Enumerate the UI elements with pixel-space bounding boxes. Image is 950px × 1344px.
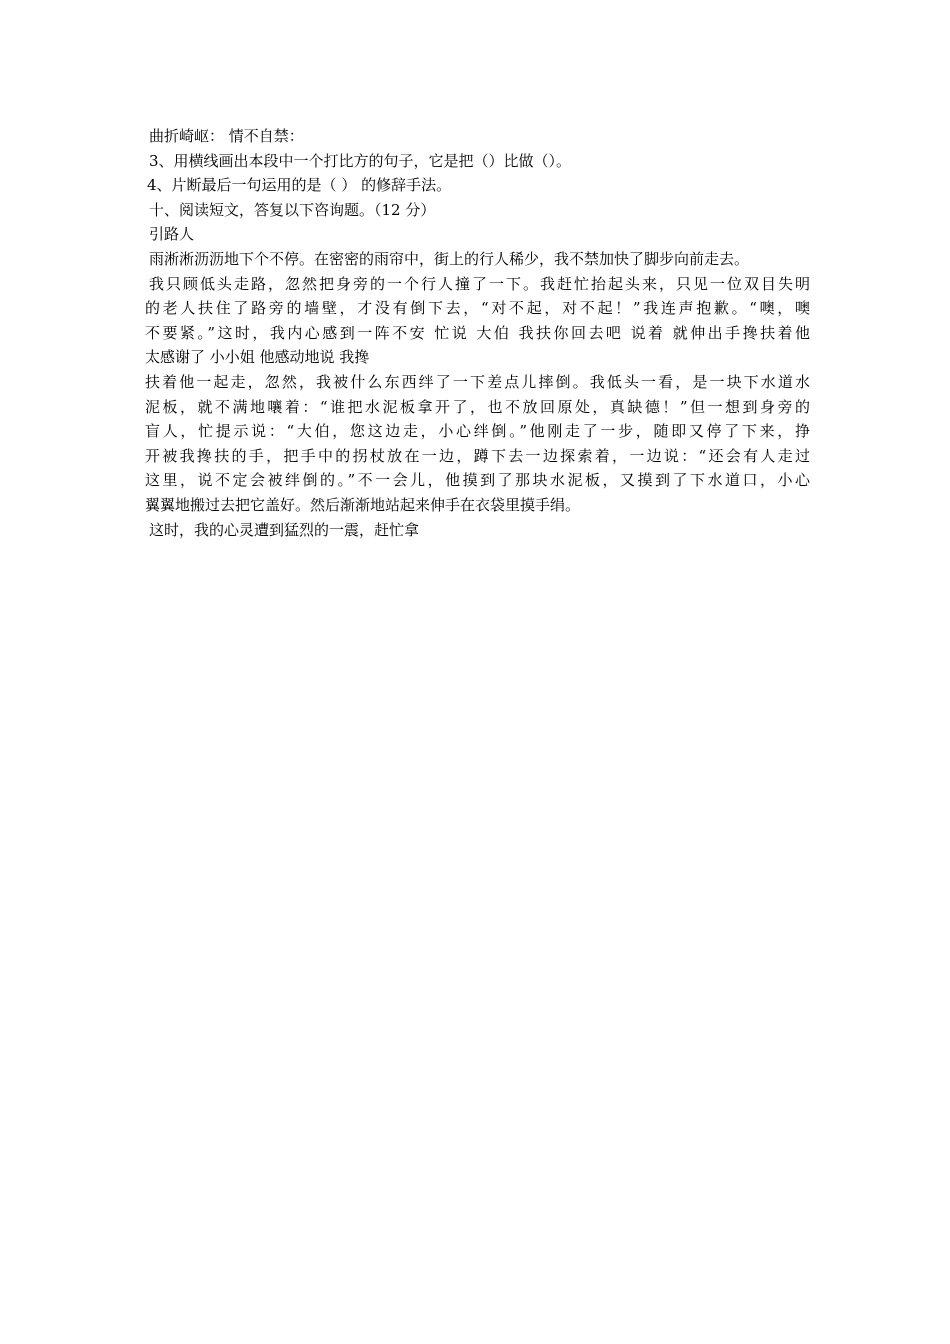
question-4-line: 4、片断最后一句运用的是（ ） 的修辞手法。	[147, 176, 452, 195]
passage-line: 翼翼地搬过去把它盖好。然后渐渐地站起来伸手在衣袋里摸手绢。	[145, 495, 581, 514]
question-3-line: 3、用横线画出本段中一个打比方的句子，它是把（）比做（）。	[149, 151, 572, 170]
passage-line: 开被我搀扶的手，把手中的拐杖放在一边，蹲下去一边探索着，一边说：“还会有人走过	[145, 446, 810, 465]
passage-title: 引路人	[149, 225, 195, 244]
passage-line: 我只顾低头走路，忽然把身旁的一个行人撞了一下。我赶忙抬起头来，只见一位双目失明	[149, 274, 810, 293]
passage-line: 这时，我的心灵遭到猛烈的一震，赶忙拿	[149, 520, 420, 539]
passage-line: 扶着他一起走，忽然，我被什么东西绊了一下差点儿摔倒。我低头一看，是一块下水道水	[145, 372, 810, 391]
passage-line: 这里，说不定会被绊倒的。”不一会儿，他摸到了那块水泥板，又摸到了下水道口，小心	[145, 471, 810, 490]
passage-line: 太感谢了 小小姐 他感动地说 我搀	[145, 348, 370, 367]
passage-line: 盲人，忙提示说：“大伯，您这边走，小心绊倒。”他刚走了一步，随即又停了下来，挣	[145, 422, 810, 441]
passage-line: 雨淅淅沥沥地下个不停。在密密的雨帘中，街上的行人稀少，我不禁加快了脚步向前走去。	[149, 249, 750, 268]
passage-line: 泥板，就不满地嚷着：“谁把水泥板拿开了，也不放回原处，真缺德！”但一想到身旁的	[145, 397, 810, 416]
section-10-heading: 十、阅读短文，答复以下咨询题。（12 分）	[149, 200, 436, 219]
document-body	[145, 124, 810, 542]
passage-line: 不要紧。”这时，我内心感到一阵不安 忙说 大伯 我扶你回去吧 说着 就伸出手搀扶着他	[145, 323, 810, 342]
passage-line: 的老人扶住了路旁的墙壁，才没有倒下去，“对不起，对不起！”我连声抱歉。“噢，噢	[145, 299, 810, 318]
vocab-question-line: 曲折崎岖： 情不自禁：	[149, 127, 304, 145]
